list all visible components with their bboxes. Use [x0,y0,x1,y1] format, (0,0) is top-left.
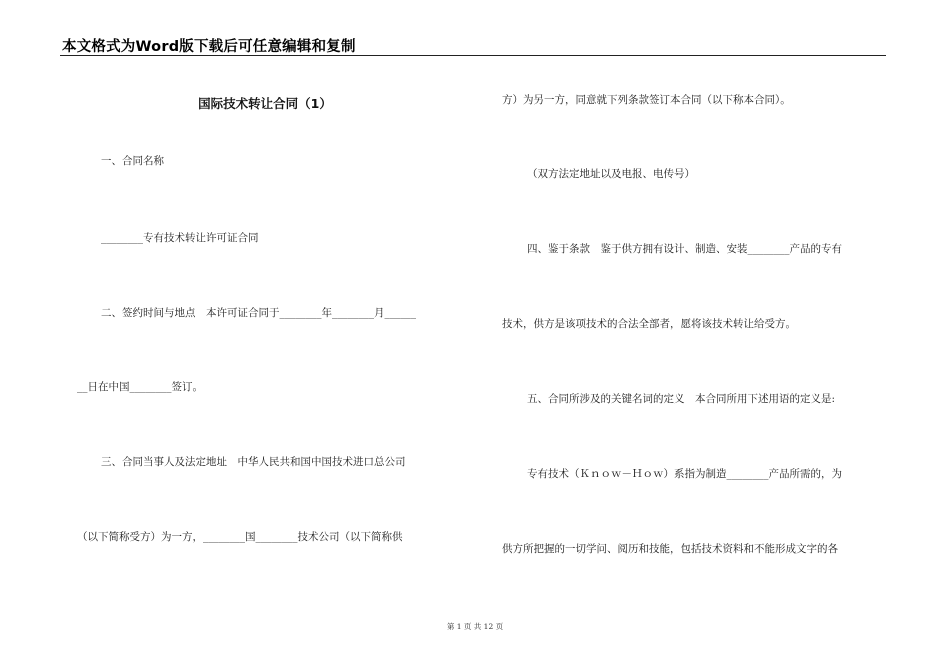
left-para-6: （以下简称受方）为一方，________国________技术公司（以下简称供 [77,531,403,543]
right-para-1: 方）为另一方，同意就下列条款签订本合同（以下称本合同）。 [502,94,791,106]
right-para-4: 技术，供方是该项技术的合法全部者，愿将该技术转让给受方。 [502,318,796,330]
right-para-3: 四、鉴于条款 鉴于供方拥有设计、制造、安装________产品的专有 [527,243,842,255]
document-title: 国际技术转让合同（1） [198,96,332,111]
left-para-2: ________专有技术转让许可证合同 [101,232,259,244]
right-para-6: 专有技术（Ｋｎｏｗ－Ｈｏｗ）系指为制造________产品所需的，为 [527,468,842,480]
header-divider [60,55,886,56]
left-para-3: 二、签约时间与地点 本许可证合同于________年________月______ [101,307,416,319]
left-para-4: __日在中国________签订。 [77,381,203,393]
left-para-1: 一、合同名称 [101,155,164,167]
right-para-5: 五、合同所涉及的关键名词的定义 本合同所用下述用语的定义是: [527,393,836,405]
page-number-footer: 第 1 页 共 12 页 [446,622,504,631]
left-para-5: 三、合同当事人及法定地址 中华人民共和国中国技术进口总公司 [101,456,406,468]
right-para-7: 供方所把握的一切学问、阅历和技能，包括技术资料和不能形成文字的各 [502,543,838,555]
header-title: 本文格式为Word版下载后可任意编辑和复制 [62,39,356,55]
right-para-2: （双方法定地址以及电报、电传号） [527,168,695,180]
